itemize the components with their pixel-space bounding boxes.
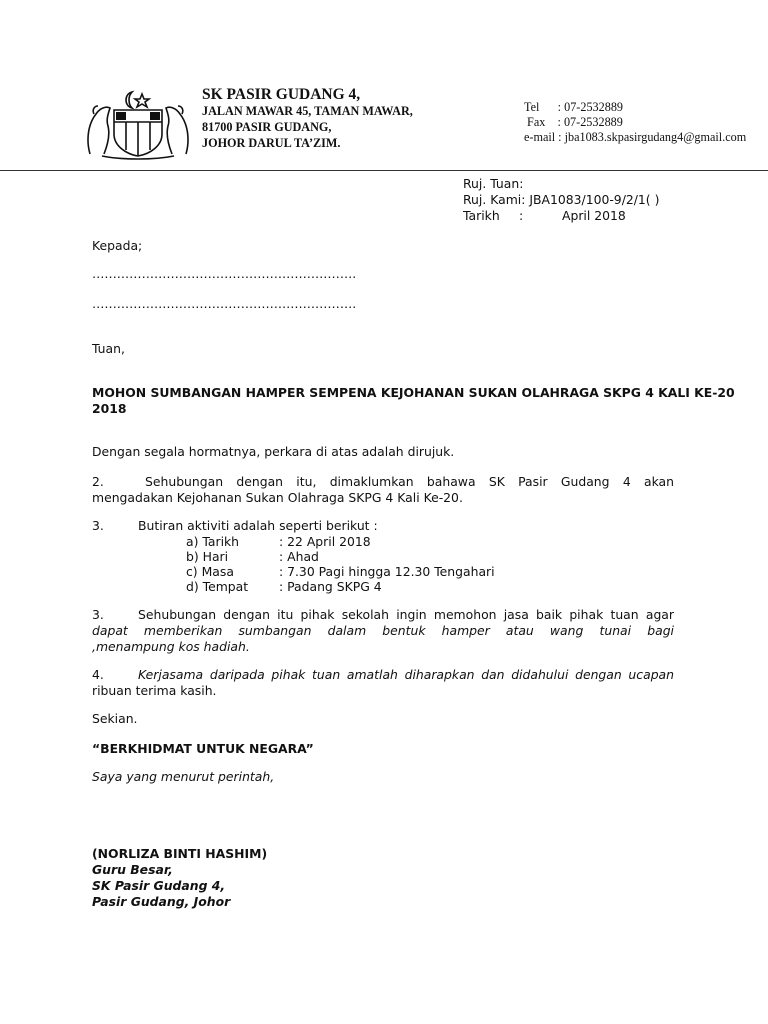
detail-label-tarikh: a) Tarikh: [186, 534, 240, 549]
para3-number: 3.: [92, 518, 104, 533]
salutation: Tuan,: [92, 341, 125, 356]
detail-value-masa: : 7.30 Pagi hingga 12.30 Tengahari: [279, 564, 495, 579]
detail-label-tempat: d) Tempat: [186, 579, 249, 594]
malaysia-coat-of-arms-icon: [82, 84, 194, 160]
para2-line-1: Sehubungan dengan itu, dimaklumkan bahawa SK Pasir Gudang 4 akan: [145, 474, 674, 489]
tarikh-label: Tarikh: [463, 208, 500, 223]
opening-line: Dengan segala hormatnya, perkara di atas adalah dirujuk.: [92, 444, 455, 459]
detail-label-masa: c) Masa: [186, 564, 234, 579]
detail-value-tarikh: : 22 April 2018: [279, 534, 371, 549]
para3-text: Butiran aktiviti adalah seperti berikut :: [138, 518, 378, 533]
recipient-line-2: ……………………………………………………….: [92, 296, 357, 311]
detail-value-hari: : Ahad: [279, 549, 319, 564]
address-line-2: 81700 PASIR GUDANG,: [202, 120, 332, 134]
para4-number: 4.: [92, 667, 104, 682]
recipient-line-1: ……………………………………………………….: [92, 266, 357, 281]
para3b-line-1: Sehubungan dengan itu pihak sekolah ingin memohon jasa baik pihak tuan agar: [138, 607, 674, 622]
para2-number: 2.: [92, 474, 104, 489]
para4-line-2: ribuan terima kasih.: [92, 683, 217, 698]
school-name: SK PASIR GUDANG 4,: [202, 86, 361, 103]
detail-label-hari: b) Hari: [186, 549, 229, 564]
para2-line-2: mengadakan Kejohanan Sukan Olahraga SKPG 4 Kali Ke-20.: [92, 490, 463, 505]
letterhead-divider: [0, 170, 768, 171]
tarikh-colon: :: [519, 208, 524, 223]
para3b-number: 3.: [92, 607, 104, 622]
para4-line-1: Kerjasama daripada pihak tuan amatlah diharapkan dan didahului dengan ucapan: [138, 667, 674, 682]
signatory-name: (NORLIZA BINTI HASHIM): [92, 846, 268, 861]
tarikh-value: April 2018: [562, 208, 626, 223]
para3b-line-2: dapat memberikan sumbangan dalam bentuk hamper atau wang tunai bagi: [92, 623, 674, 638]
ruj-kami: Ruj. Kami: JBA1083/100-9/2/1( ): [463, 192, 660, 207]
ruj-tuan: Ruj. Tuan:: [463, 176, 524, 191]
fax-number: Fax : 07-2532889: [524, 115, 623, 129]
tel-number: Tel : 07-2532889: [524, 100, 624, 114]
motto: “BERKHIDMAT UNTUK NEGARA”: [92, 741, 314, 756]
sekian: Sekian.: [92, 711, 138, 726]
signatory-location: Pasir Gudang, Johor: [92, 894, 231, 909]
subject-line-2: 2018: [92, 401, 127, 416]
address-line-1: JALAN MAWAR 45, TAMAN MAWAR,: [202, 104, 413, 118]
closing-line: Saya yang menurut perintah,: [92, 769, 275, 784]
address-line-3: JOHOR DARUL TA’ZIM.: [202, 136, 341, 150]
email-address: e-mail : jba1083.skpasirgudang4@gmail.com: [524, 130, 747, 144]
detail-value-tempat: : Padang SKPG 4: [279, 579, 382, 594]
kepada: Kepada;: [92, 238, 143, 253]
signatory-title: Guru Besar,: [92, 862, 173, 877]
para3b-line-3: ,menampung kos hadiah.: [92, 639, 250, 654]
subject-line-1: MOHON SUMBANGAN HAMPER SEMPENA KEJOHANAN SUKAN OLAHRAGA SKPG 4 KALI KE-20: [92, 385, 735, 400]
signatory-school: SK Pasir Gudang 4,: [92, 878, 226, 893]
